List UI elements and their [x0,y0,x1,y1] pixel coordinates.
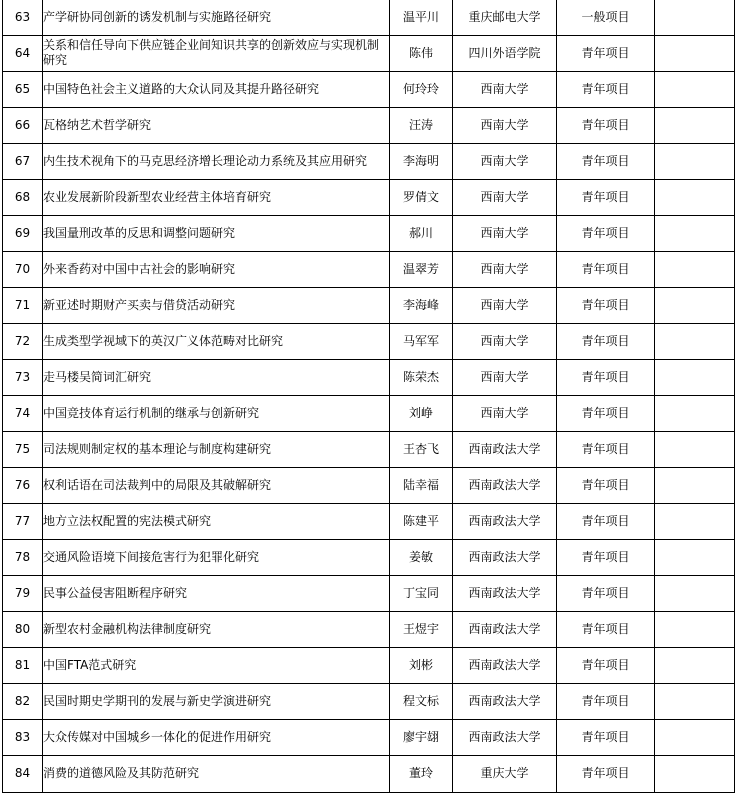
empty-cell [655,179,735,215]
institution-cell: 西南大学 [453,323,557,359]
project-title-cell: 农业发展新阶段新型农业经营主体培育研究 [43,179,390,215]
table-row [3,467,735,503]
row-number-cell: 70 [3,251,43,287]
table-row [3,323,735,359]
row-number-cell: 81 [3,647,43,683]
row-number-cell: 65 [3,71,43,107]
row-number-cell: 73 [3,359,43,395]
project-type-cell: 青年项目 [557,35,655,71]
project-title-cell: 民事公益侵害阻断程序研究 [43,575,390,611]
empty-cell [655,251,735,287]
institution-cell: 西南政法大学 [453,719,557,755]
project-title-cell: 中国竞技体育运行机制的继承与创新研究 [43,395,390,431]
project-type-cell: 青年项目 [557,719,655,755]
table-row [3,611,735,647]
principal-investigator-cell: 李海峰 [390,287,453,323]
empty-cell [655,323,735,359]
empty-cell [655,395,735,431]
project-type-cell: 青年项目 [557,287,655,323]
project-type-cell: 青年项目 [557,107,655,143]
empty-cell [655,611,735,647]
principal-investigator-cell: 姜敏 [390,539,453,575]
project-title-cell: 走马楼吴简词汇研究 [43,359,390,395]
project-table [2,0,735,793]
institution-cell: 西南大学 [453,143,557,179]
row-number-cell: 83 [3,719,43,755]
empty-cell [655,539,735,575]
table-row [3,395,735,431]
empty-cell [655,287,735,323]
table-row [3,179,735,215]
institution-cell: 西南大学 [453,71,557,107]
empty-cell [655,683,735,719]
project-type-cell: 青年项目 [557,431,655,467]
institution-cell: 重庆邮电大学 [453,0,557,35]
project-type-cell: 青年项目 [557,683,655,719]
project-title-cell: 交通风险语境下间接危害行为犯罪化研究 [43,539,390,575]
principal-investigator-cell: 郝川 [390,215,453,251]
empty-cell [655,647,735,683]
empty-cell [655,467,735,503]
project-title-cell: 中国特色社会主义道路的大众认同及其提升路径研究 [43,71,390,107]
project-title-cell: 瓦格纳艺术哲学研究 [43,107,390,143]
project-type-cell: 一般项目 [557,0,655,35]
row-number-cell: 79 [3,575,43,611]
principal-investigator-cell: 董玲 [390,755,453,792]
institution-cell: 西南政法大学 [453,683,557,719]
project-title-cell: 产学研协同创新的诱发机制与实施路径研究 [43,0,390,35]
principal-investigator-cell: 陈伟 [390,35,453,71]
empty-cell [655,35,735,71]
project-title-cell: 新亚述时期财产买卖与借贷活动研究 [43,287,390,323]
table-row [3,719,735,755]
empty-cell [655,719,735,755]
table-row [3,287,735,323]
project-title-cell: 民国时期史学期刊的发展与新史学演进研究 [43,683,390,719]
institution-cell: 西南大学 [453,107,557,143]
project-type-cell: 青年项目 [557,755,655,792]
row-number-cell: 78 [3,539,43,575]
institution-cell: 西南政法大学 [453,611,557,647]
principal-investigator-cell: 陈荣杰 [390,359,453,395]
table-row [3,683,735,719]
empty-cell [655,359,735,395]
empty-cell [655,143,735,179]
empty-cell [655,215,735,251]
project-title-cell: 权利话语在司法裁判中的局限及其破解研究 [43,467,390,503]
project-title-cell: 外来香药对中国中古社会的影响研究 [43,251,390,287]
table-row [3,215,735,251]
principal-investigator-cell: 马军军 [390,323,453,359]
institution-cell: 重庆大学 [453,755,557,792]
empty-cell [655,0,735,35]
institution-cell: 四川外语学院 [453,35,557,71]
empty-cell [655,755,735,792]
table-row [3,431,735,467]
project-type-cell: 青年项目 [557,611,655,647]
table-row [3,359,735,395]
row-number-cell: 72 [3,323,43,359]
row-number-cell: 69 [3,215,43,251]
empty-cell [655,575,735,611]
empty-cell [655,71,735,107]
institution-cell: 西南大学 [453,359,557,395]
row-number-cell: 77 [3,503,43,539]
project-type-cell: 青年项目 [557,467,655,503]
row-number-cell: 67 [3,143,43,179]
project-type-cell: 青年项目 [557,179,655,215]
row-number-cell: 80 [3,611,43,647]
project-table-body [3,0,735,792]
principal-investigator-cell: 李海明 [390,143,453,179]
row-number-cell: 82 [3,683,43,719]
institution-cell: 西南大学 [453,395,557,431]
project-type-cell: 青年项目 [557,539,655,575]
table-row [3,647,735,683]
principal-investigator-cell: 何玲玲 [390,71,453,107]
project-title-cell: 地方立法权配置的宪法模式研究 [43,503,390,539]
principal-investigator-cell: 温翠芳 [390,251,453,287]
project-title-cell: 内生技术视角下的马克思经济增长理论动力系统及其应用研究 [43,143,390,179]
institution-cell: 西南政法大学 [453,467,557,503]
project-title-cell: 中国FTA范式研究 [43,647,390,683]
institution-cell: 西南政法大学 [453,539,557,575]
row-number-cell: 74 [3,395,43,431]
row-number-cell: 64 [3,35,43,71]
table-row [3,251,735,287]
principal-investigator-cell: 陆幸福 [390,467,453,503]
principal-investigator-cell: 程文标 [390,683,453,719]
institution-cell: 西南政法大学 [453,575,557,611]
row-number-cell: 75 [3,431,43,467]
principal-investigator-cell: 温平川 [390,0,453,35]
table-row [3,539,735,575]
row-number-cell: 66 [3,107,43,143]
project-type-cell: 青年项目 [557,143,655,179]
empty-cell [655,431,735,467]
empty-cell [655,503,735,539]
project-type-cell: 青年项目 [557,575,655,611]
principal-investigator-cell: 汪涛 [390,107,453,143]
row-number-cell: 76 [3,467,43,503]
project-type-cell: 青年项目 [557,359,655,395]
project-title-cell: 消费的道德风险及其防范研究 [43,755,390,792]
principal-investigator-cell: 刘峥 [390,395,453,431]
project-title-cell: 我国量刑改革的反思和调整问题研究 [43,215,390,251]
empty-cell [655,107,735,143]
project-title-cell: 关系和信任导向下供应链企业间知识共享的创新效应与实现机制研究 [43,35,390,71]
project-title-cell: 生成类型学视域下的英汉广义体范畴对比研究 [43,323,390,359]
project-title-cell: 司法规则制定权的基本理论与制度构建研究 [43,431,390,467]
institution-cell: 西南大学 [453,251,557,287]
institution-cell: 西南大学 [453,179,557,215]
table-row [3,503,735,539]
table-row [3,575,735,611]
project-type-cell: 青年项目 [557,71,655,107]
institution-cell: 西南政法大学 [453,431,557,467]
principal-investigator-cell: 陈建平 [390,503,453,539]
principal-investigator-cell: 刘彬 [390,647,453,683]
project-type-cell: 青年项目 [557,323,655,359]
table-row [3,755,735,792]
table-row [3,143,735,179]
project-type-cell: 青年项目 [557,215,655,251]
project-type-cell: 青年项目 [557,503,655,539]
row-number-cell: 68 [3,179,43,215]
principal-investigator-cell: 王杏飞 [390,431,453,467]
principal-investigator-cell: 廖宇翃 [390,719,453,755]
table-row [3,35,735,71]
row-number-cell: 63 [3,0,43,35]
project-type-cell: 青年项目 [557,251,655,287]
principal-investigator-cell: 丁宝同 [390,575,453,611]
principal-investigator-cell: 王煜宇 [390,611,453,647]
institution-cell: 西南大学 [453,287,557,323]
institution-cell: 西南政法大学 [453,503,557,539]
table-row [3,0,735,35]
table-row [3,107,735,143]
institution-cell: 西南政法大学 [453,647,557,683]
table-row [3,71,735,107]
project-title-cell: 大众传媒对中国城乡一体化的促进作用研究 [43,719,390,755]
project-type-cell: 青年项目 [557,395,655,431]
project-title-cell: 新型农村金融机构法律制度研究 [43,611,390,647]
project-type-cell: 青年项目 [557,647,655,683]
row-number-cell: 71 [3,287,43,323]
row-number-cell: 84 [3,755,43,792]
principal-investigator-cell: 罗倩文 [390,179,453,215]
institution-cell: 西南大学 [453,215,557,251]
